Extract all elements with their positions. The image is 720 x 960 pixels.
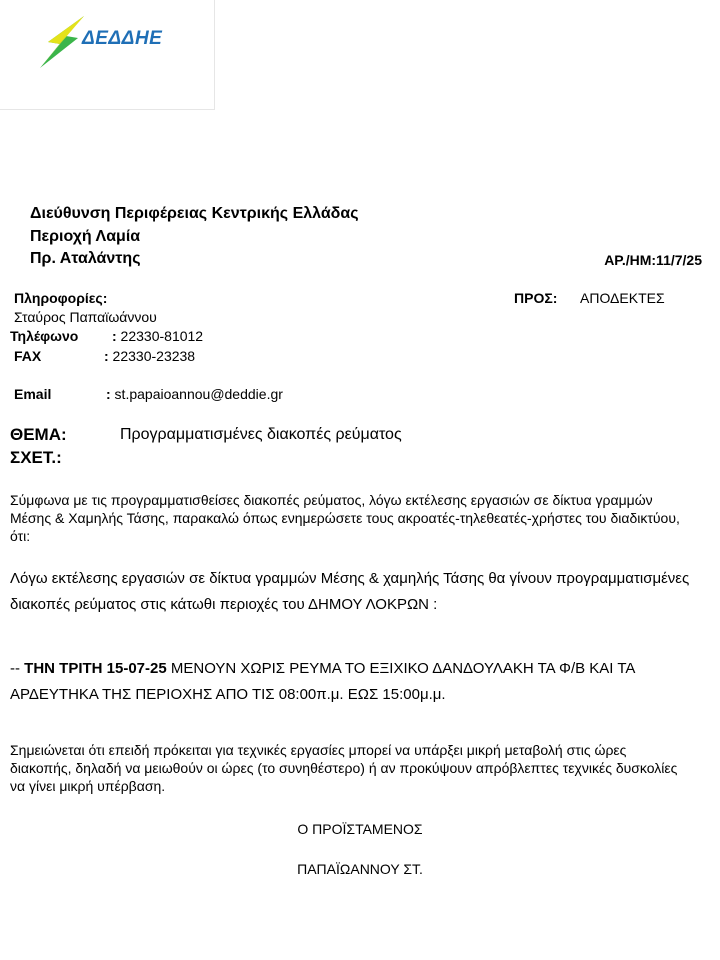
signature-title: Ο ΠΡΟΪΣΤΑΜΕΝΟΣ bbox=[297, 821, 423, 837]
header-directorate: Διεύθυνση Περιφέρειας Κεντρικής Ελλάδας bbox=[30, 205, 359, 222]
header-office: Πρ. Αταλάντης bbox=[30, 250, 141, 267]
email-label: Email bbox=[14, 386, 52, 402]
subject-value: Προγραμματισμένες διακοπές ρεύματος bbox=[120, 426, 402, 443]
logo-text: ΔΕΔΔΗΕ bbox=[82, 28, 163, 49]
logo-box bbox=[0, 0, 215, 110]
contact-name: Σταύρος Παπαϊωάννου bbox=[14, 309, 157, 325]
recipient-label: ΠΡΟΣ: bbox=[514, 290, 558, 306]
fax-value: : 22330-23238 bbox=[104, 348, 196, 364]
subject-label: ΘΕΜΑ: bbox=[10, 425, 67, 444]
notice-paragraph: Λόγω εκτέλεσης εργασιών σε δίκτυα γραμμών Μέσης & χαμηλής Τάσης θα γίνουν προγραμματισμένες διακοπές ρεύματος στις κάτωθι περιοχές του ΔΗΜΟΥ ΛΟΚΡΩΝ : bbox=[10, 570, 690, 613]
lightning-logo-icon bbox=[38, 14, 88, 70]
reference-number: ΑΡ./ΗΜ:11/7/25 bbox=[604, 252, 702, 268]
phone-label: Τηλέφωνο bbox=[10, 328, 79, 344]
intro-paragraph: Σύμφωνα με τις προγραμματισθείσες διακοπές ρεύματος, λόγω εκτέλεσης εργασιών σε δίκτυα γραμμών Μέσης & Χαμηλής Τάσης, παρακαλώ όπως ενημερώσετε τους ακροατές-τηλεθεατές-χρήστες του διαδικτύου, ότι: bbox=[10, 492, 680, 544]
outage-paragraph: -- ΤΗΝ ΤΡΙΤΗ 15-07-25 ΜΕΝΟΥΝ ΧΩΡΙΣ ΡΕΥΜΑ ΤΟ ΕΞΙΧΙΚΟ ΔΑΝΔΟΥΛΑΚΗ ΤΑ Φ/Β ΚΑΙ ΤΑ ΑΡΔΕΥΤΗΚΑ ΤΗΣ ΠΕΡΙΟΧΗΣ ΑΠΟ ΤΙΣ 08:00π.μ. ΕΩΣ 15:00μ.μ. bbox=[10, 660, 635, 703]
header-area: Περιοχή Λαμία bbox=[30, 228, 141, 245]
reference-label: ΣΧΕΤ.: bbox=[10, 448, 62, 467]
recipient-value: ΑΠΟΔΕΚΤΕΣ bbox=[580, 290, 665, 306]
info-label: Πληροφορίες: bbox=[14, 290, 108, 306]
fax-label: FAX bbox=[14, 348, 42, 364]
signature-name: ΠΑΠΑΪΩΑΝΝΟΥ ΣΤ. bbox=[297, 861, 423, 877]
phone-value: : 22330-81012 bbox=[112, 328, 204, 344]
note-paragraph: Σημειώνεται ότι επειδή πρόκειται για τεχνικές εργασίες μπορεί να υπάρξει μικρή μεταβολή στις ώρες διακοπής, δηλαδή να μειωθούν οι ώρες (το συνηθέστερο) ή αν προκύψουν απρόβλεπτες τεχνικές δυσκολίες να γίνει μικρή υπέρβαση. bbox=[10, 742, 678, 794]
email-value[interactable]: : st.papaioannou@deddie.gr bbox=[106, 386, 283, 402]
